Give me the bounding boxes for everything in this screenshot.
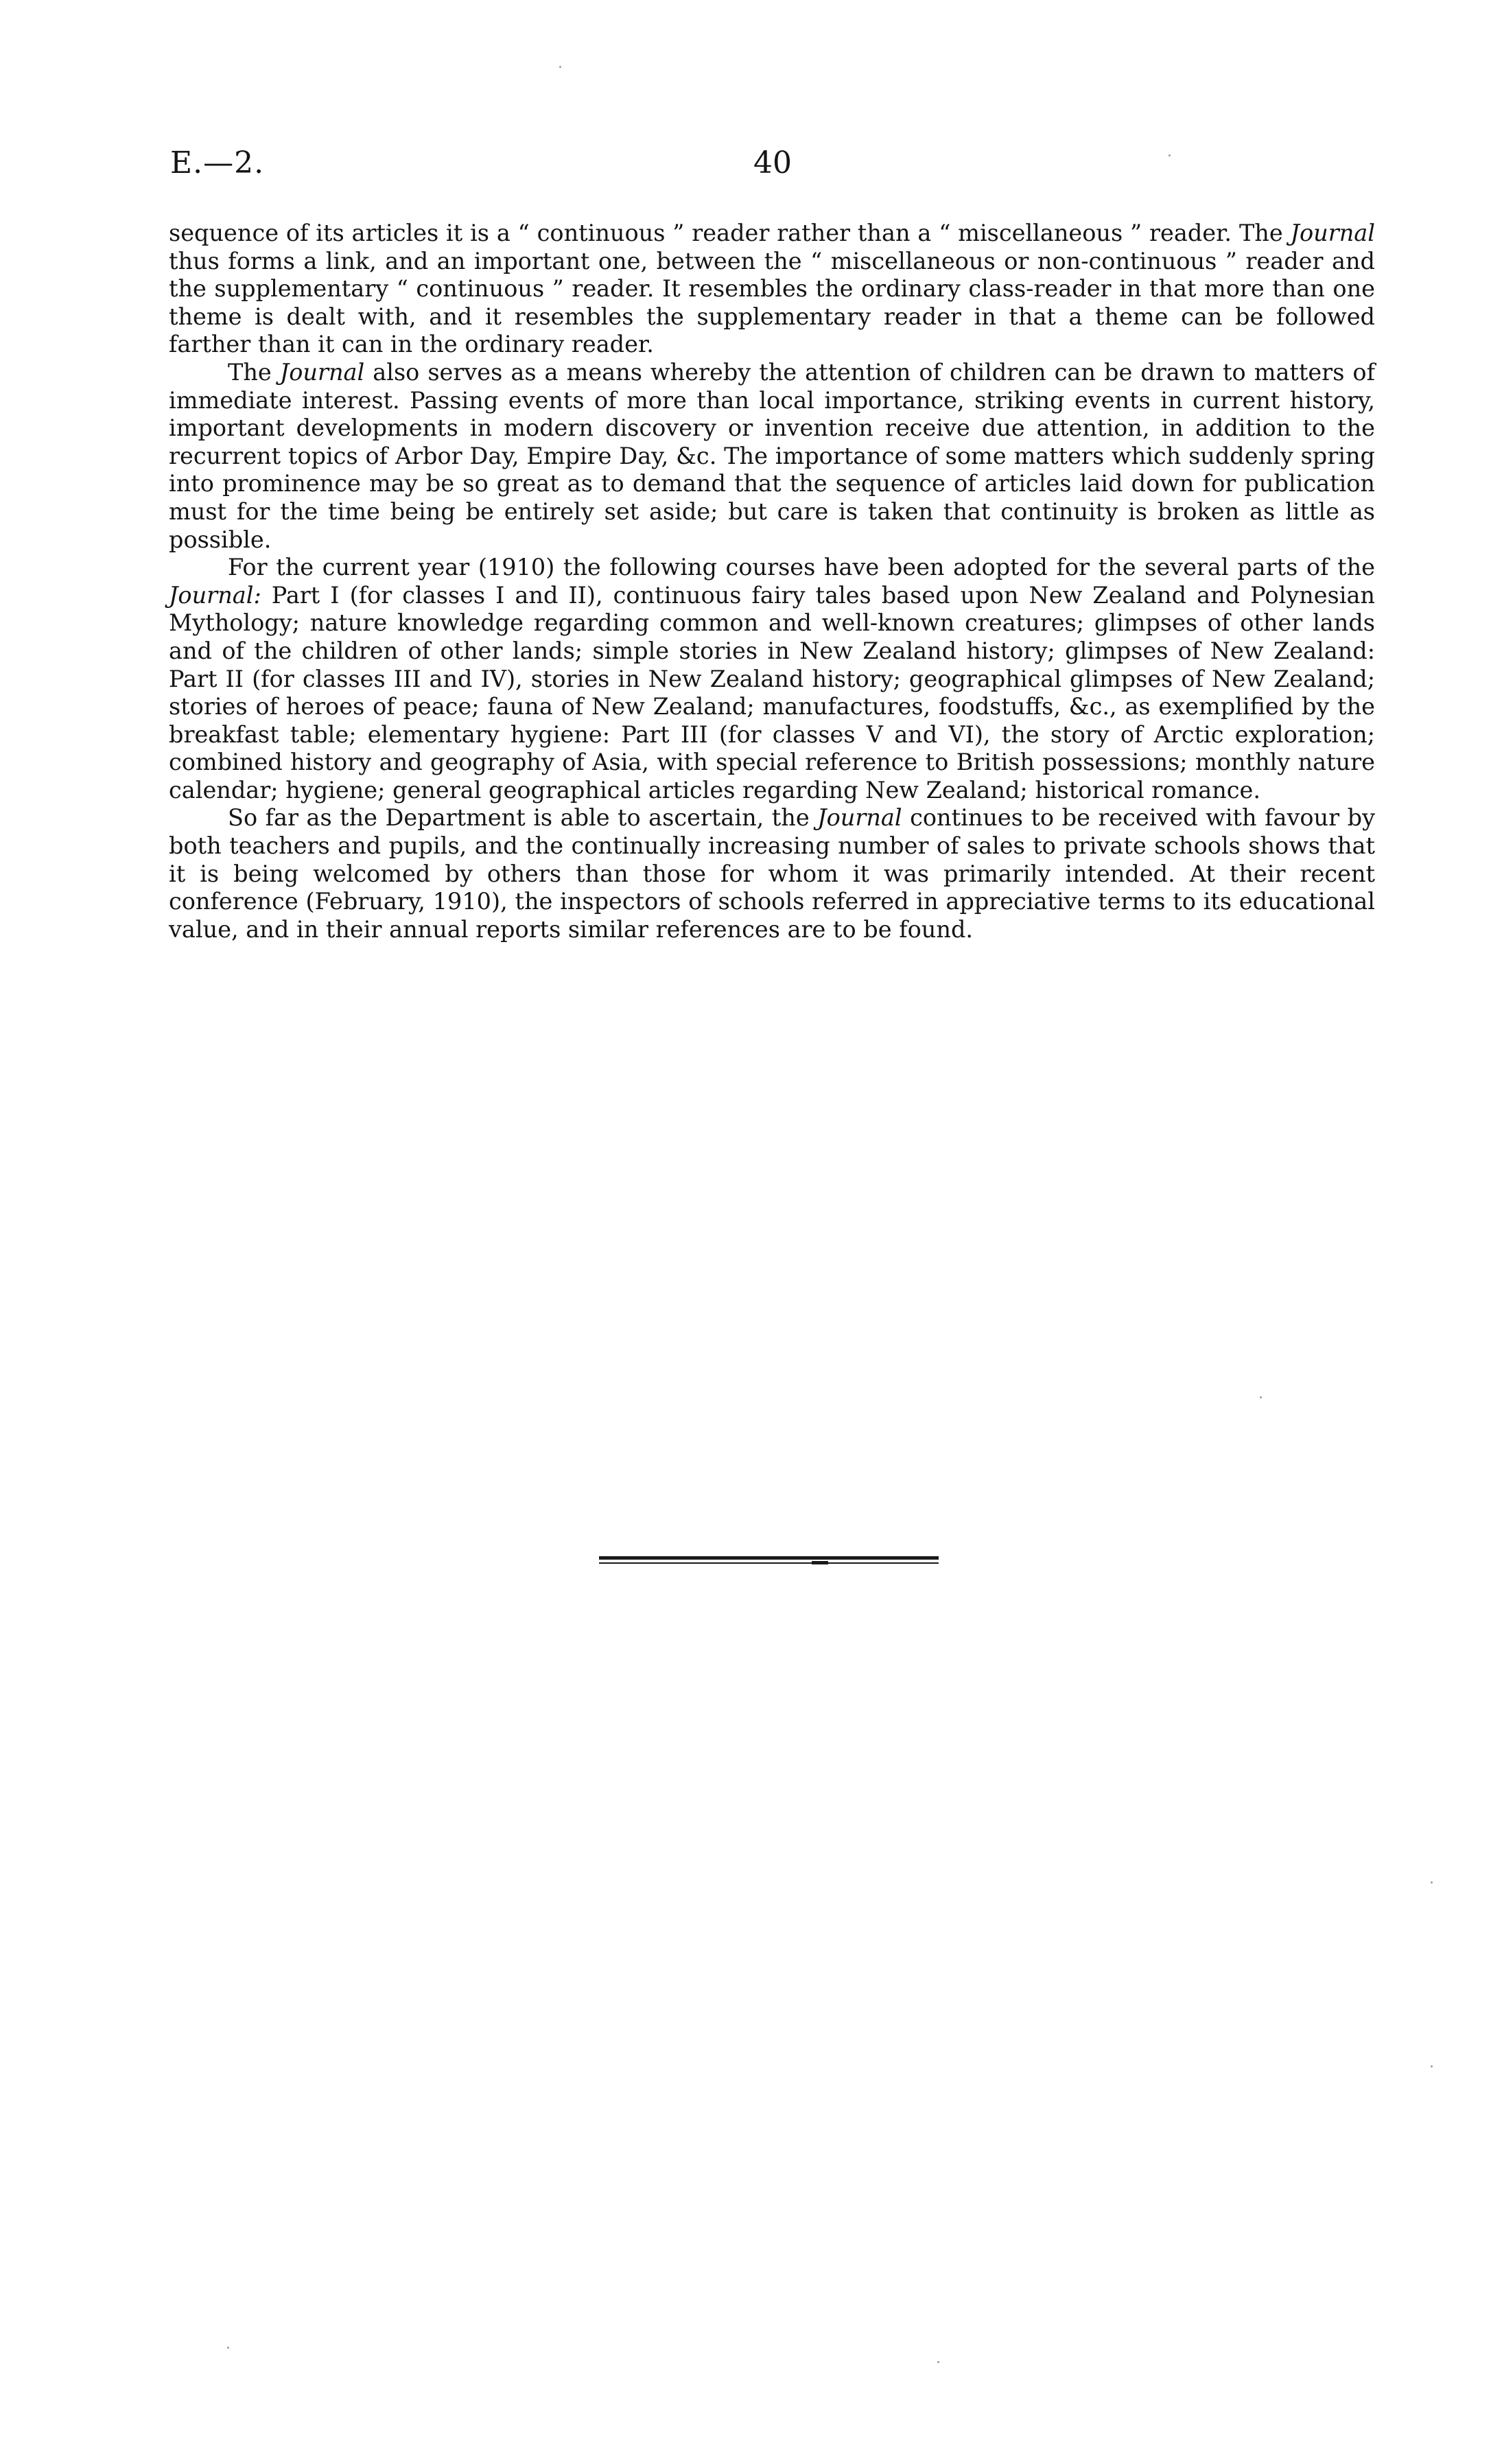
paragraph [169,554,1375,804]
paragraph [169,804,1375,943]
text-run: continues to be received with favour by both teachers and pupils, and the continually increasing number of sales to private schools shows that it is being welcomed by others than those for whom it was primarily intended. At their recent conference (February, 1910), the inspectors of schools referred in appreciative terms to its educational value, and in their annual reports similar references are to be found. [169,804,1375,943]
document-reference: E.—2. [170,145,265,180]
section-end-rule [599,1556,939,1566]
text-run: The [228,358,280,386]
journal-title: Journal: [169,581,261,609]
journal-title: Journal [1290,220,1375,246]
text-run: thus forms a link, and an important one, between the “ miscellaneous or non-continuous ” reader and the supplementary “ continuous ” reader. It resembles the ordinary class-reader in that more than one theme is dealt with, and it resembles the supplementary reader in that a theme can be followed farther than it can in the ordinary reader. [169,247,1375,358]
text-run: sequence of its articles it is a “ continuous ” reader rather than a “ miscellaneous ” reader. The [169,220,1291,246]
paragraph [169,220,1375,359]
scan-speck [937,2361,939,2363]
page-number: 40 [753,145,792,180]
text-run: For the current year (1910) the following courses have been adopted for the several parts of the [228,554,1375,581]
journal-title: Journal [279,358,365,386]
paragraph [169,359,1375,554]
scan-speck [1169,154,1171,156]
scan-speck [1431,1881,1433,1884]
body-text [169,220,1375,943]
text-run: Part I (for classes I and II), continuous fairy tales based upon New Zealand and Polynesian Mythology; nature knowledge regarding common and well-known creatures; glimpses of other lands and of the children of other lands; simple stories in New Zealand history; glimpses of New Zealand: Part II (for classes III and IV), stories in New Zealand history; geographical glimpses of New Zealand; stories of heroes of peace; fauna of New Zealand; manufactures, foodstuffs, &c., as exemplified by the breakfast table; elementary hygiene: Part III (for classes V and VI), the story of Arctic exploration; combined history and geography of Asia, with special reference to British possessions; monthly nature calendar; hygiene; general geographical articles regarding New Zealand; historical romance. [169,581,1375,803]
scan-speck [1260,1396,1262,1398]
scan-speck [1431,2065,1433,2067]
scan-speck [559,66,561,68]
text-run: also serves as a means whereby the attention of children can be drawn to matters of immediate interest. Passing events of more than local importance, striking events in current history, important developments in modern discovery or invention receive due attention, in addition to the recurrent topics of Arbor Day, Empire Day, &c. The importance of some matters which suddenly spring into prominence may be so great as to demand that the sequence of articles laid down for publication must for the time being be entirely set aside; but care is taken that continuity is broken as little as possible. [169,358,1375,553]
journal-title: Journal [817,804,902,832]
page-header [170,145,1375,187]
text-run: So far as the Department is able to ascertain, the [228,804,818,832]
scan-speck [227,2347,229,2349]
